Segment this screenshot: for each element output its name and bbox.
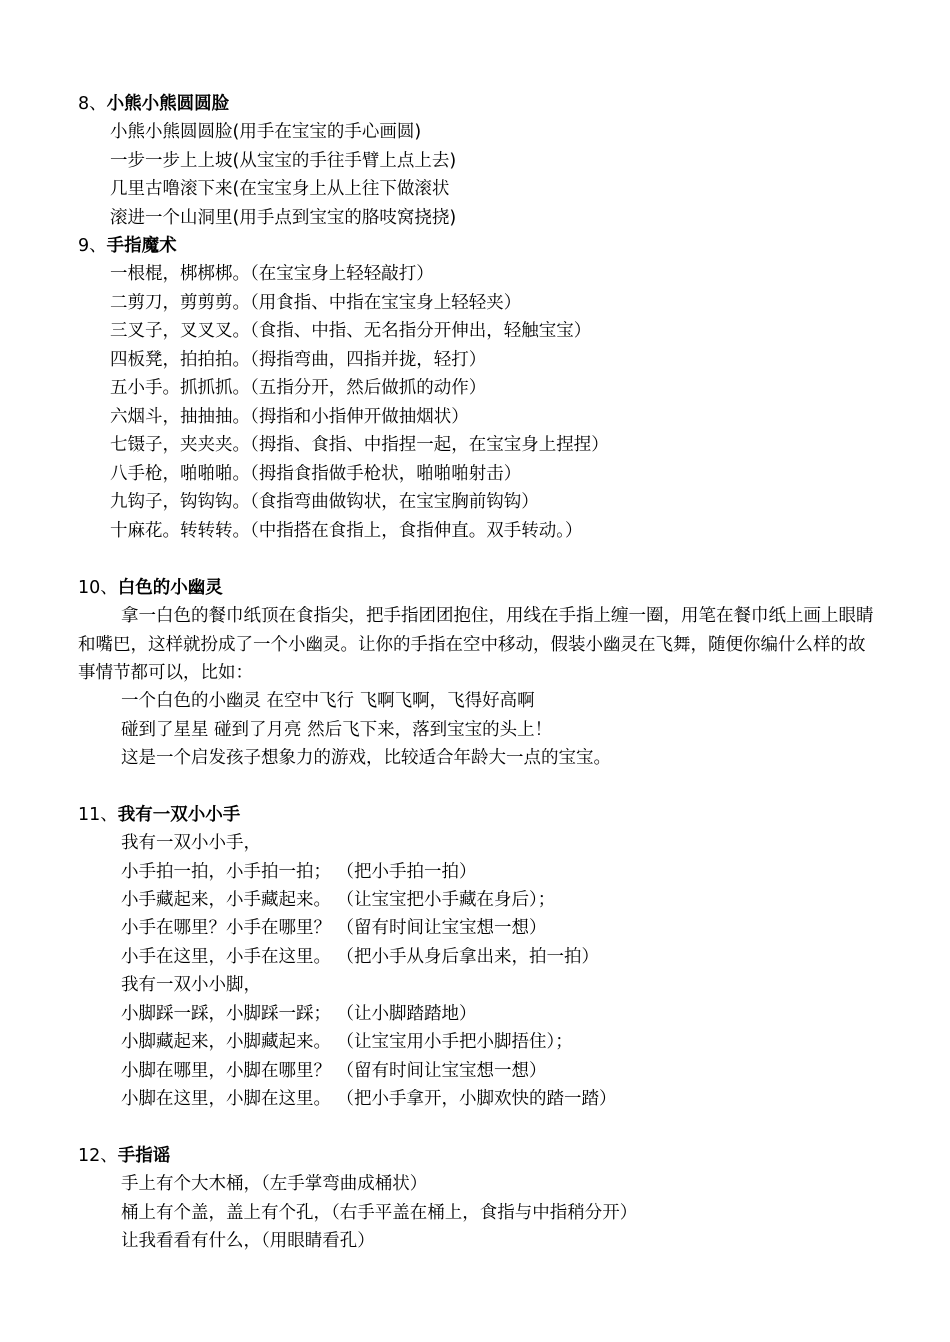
text-line: 十麻花。转转转。（中指搭在食指上，食指伸直。双手转动。） [110, 521, 583, 541]
section-title: 手指魔术 [106, 236, 177, 256]
text-line: 小手在这里，小手在这里。 （把小手从身后拿出来，拍一拍） [121, 947, 600, 967]
text-line: 一步一步上上坡(从宝宝的手往手臂上点上去) [110, 151, 457, 171]
text-line: 桶上有个盖，盖上有个孔，（右手平盖在桶上，食指与中指稍分开） [121, 1203, 638, 1223]
section-number: 8、 [78, 94, 107, 114]
text-line: 我有一双小小脚， [121, 975, 261, 995]
text-line: 六烟斗，抽抽抽。（拇指和小指伸开做抽烟状） [110, 407, 469, 427]
section-heading [78, 90, 229, 118]
text-line: 这是一个启发孩子想象力的游戏，比较适合年龄大一点的宝宝。 [121, 748, 611, 768]
text-line: 滚进一个山洞里(用手点到宝宝的胳吱窝挠挠) [110, 208, 457, 228]
text-line: 八手枪，啪啪啪。（拇指食指做手枪状，啪啪啪射击） [110, 464, 522, 484]
section-number: 11、 [78, 805, 118, 825]
text-line: 几里古噜滚下来(在宝宝身上从上往下做滚状 [110, 179, 450, 199]
text-line: 一个白色的小幽灵 在空中飞行 飞啊飞啊，飞得好高啊 [121, 691, 535, 711]
text-line: 一根棍，梆梆梆。（在宝宝身上轻轻敲打） [110, 264, 434, 284]
text-line: 二剪刀，剪剪剪。（用食指、中指在宝宝身上轻轻夹） [110, 293, 522, 313]
text-line: 让我看看有什么，（用眼睛看孔） [121, 1231, 375, 1251]
text-line: 小脚在哪里，小脚在哪里？ （留有时间让宝宝想一想） [121, 1061, 547, 1081]
text-line: 小脚踩一踩，小脚踩一踩； （让小脚踏踏地） [121, 1004, 477, 1024]
section-heading [78, 801, 240, 829]
text-line: 小手藏起来，小手藏起来。 （让宝宝把小手藏在身后）； [121, 890, 556, 910]
text-line: 小手拍一拍，小手拍一拍； （把小手拍一拍） [121, 862, 477, 882]
section-title: 我有一双小小手 [117, 805, 241, 825]
section-title: 白色的小幽灵 [117, 578, 223, 598]
section-number: 10、 [78, 578, 118, 598]
text-line: 手上有个大木桶，（左手掌弯曲成桶状） [121, 1174, 428, 1194]
section-heading [78, 1142, 170, 1170]
text-line: 我有一双小小手， [121, 833, 261, 853]
section-number: 12、 [78, 1146, 118, 1166]
text-line: 小熊小熊圆圆脸(用手在宝宝的手心画圆) [110, 122, 422, 142]
text-line: 四板凳，拍拍拍。（拇指弯曲，四指并拢，轻打） [110, 350, 487, 370]
section-title: 小熊小熊圆圆脸 [106, 94, 230, 114]
paragraph: 拿一白色的餐巾纸顶在食指尖，把手指团团抱住，用线在手指上缠一圈，用笔在餐巾纸上画上眼睛和嘴巴，这样就扮成了一个小幽灵。让你的手指在空中移动，假装小幽灵在飞舞，随便你编什么样的故事情节都可以，比如： [78, 606, 874, 683]
text-line: 小手在哪里？小手在哪里？ （留有时间让宝宝想一想） [121, 918, 547, 938]
text-line: 七镊子，夹夹夹。（拇指、食指、中指捏一起，在宝宝身上捏捏） [110, 435, 609, 455]
section-heading [78, 232, 177, 260]
text-line: 三叉子，叉叉叉。（食指、中指、无名指分开伸出，轻触宝宝） [110, 321, 592, 341]
section-title: 手指谣 [117, 1146, 171, 1166]
section-heading [78, 574, 223, 602]
section-number: 9、 [78, 236, 107, 256]
text-line: 小脚藏起来，小脚藏起来。 （让宝宝用小手把小脚捂住）； [121, 1032, 573, 1052]
text-line: 五小手。抓抓抓。（五指分开，然后做抓的动作） [110, 378, 487, 398]
text-line: 碰到了星星 碰到了月亮 然后飞下来，落到宝宝的头上！ [121, 720, 553, 740]
text-line: 九钩子，钩钩钩。（食指弯曲做钩状，在宝宝胸前钩钩） [110, 492, 539, 512]
text-line: 小脚在这里，小脚在这里。 （把小手拿开，小脚欢快的踏一踏） [121, 1089, 617, 1109]
